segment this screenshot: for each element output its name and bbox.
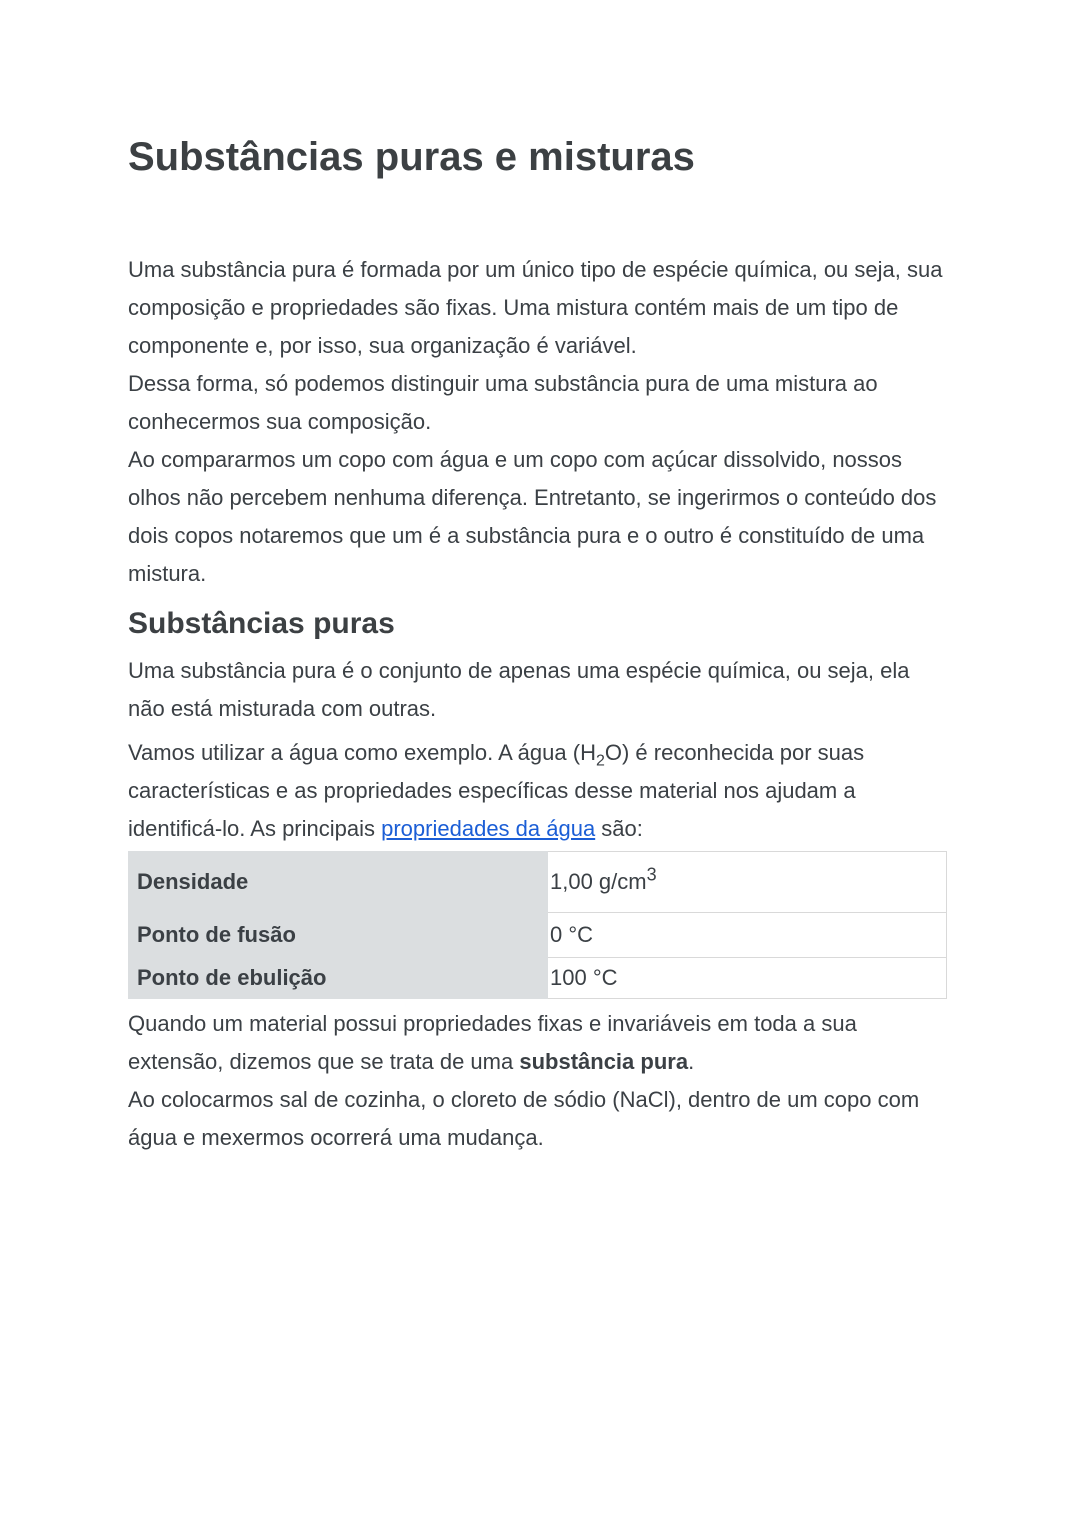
intro-paragraph-2: Dessa forma, só podemos distinguir uma substância pura de uma mistura ao conhecermos sua composição. (128, 371, 878, 434)
property-value-ponto-de-fusao (548, 913, 947, 958)
section-paragraph-2-text-after: são: (595, 816, 643, 841)
outro-paragraph-1-text-after: . (688, 1049, 695, 1074)
outro-paragraph-1-text-before: Quando um material possui propriedades fixas e invariáveis em toda a sua extensão, dizemos que se trata de uma (128, 1011, 857, 1074)
property-value-text: 1,00 g/cm (550, 869, 647, 894)
table-row (129, 913, 947, 958)
h2o-subscript: 2 (595, 752, 605, 770)
section-paragraph-2-text-before: Vamos utilizar a água como exemplo. A água (H (128, 740, 596, 765)
table-row (129, 958, 947, 999)
outro-paragraph-2: Ao colocarmos sal de cozinha, o cloreto de sódio (NaCl), dentro de um copo com água e mexermos ocorrerá uma mudança. (128, 1087, 920, 1150)
intro-paragraph-1: Uma substância pura é formada por um único tipo de espécie química, ou seja, sua composição e propriedades são fixas. Uma mistura contém mais de um tipo de componente e, por isso, sua organização é variável. (128, 257, 943, 358)
section-paragraph-2-text-mid: O) é reconhecida por suas características e as propriedades específicas desse material nos ajudam a identificá-lo. As principais (128, 740, 865, 841)
property-value-superscript: 3 (646, 864, 657, 885)
property-value-densidade (548, 852, 947, 913)
property-value-text: 0 °C (550, 922, 594, 947)
section-paragraph-1: Uma substância pura é o conjunto de apenas uma espécie química, ou seja, ela não está misturada com outras. (128, 658, 910, 721)
water-properties-table (128, 851, 947, 999)
property-label-ponto-de-fusao: Ponto de fusão (129, 913, 548, 958)
property-label-ponto-de-ebulicao: Ponto de ebulição (129, 958, 548, 999)
section-paragraph-2 (128, 734, 947, 848)
intro-paragraph-3: Ao compararmos um copo com água e um copo com açúcar dissolvido, nossos olhos não percebem nenhuma diferença. Entretanto, se ingerirmos o conteúdo dos dois copos notaremos que um é a substância pura e o outro é constituído de uma mistura. (128, 447, 937, 586)
section-heading-substancias-puras: Substâncias puras (128, 607, 395, 640)
property-value-ponto-de-ebulicao (548, 958, 947, 999)
property-label-densidade: Densidade (129, 852, 548, 913)
table-row (129, 852, 947, 913)
page-title: Substâncias puras e misturas (128, 135, 695, 179)
substancia-pura-bold: substância pura (519, 1049, 689, 1074)
outro-paragraph-1 (128, 1005, 947, 1081)
propriedades-da-agua-link[interactable]: propriedades da água (381, 816, 596, 841)
property-value-text: 100 °C (550, 965, 618, 990)
